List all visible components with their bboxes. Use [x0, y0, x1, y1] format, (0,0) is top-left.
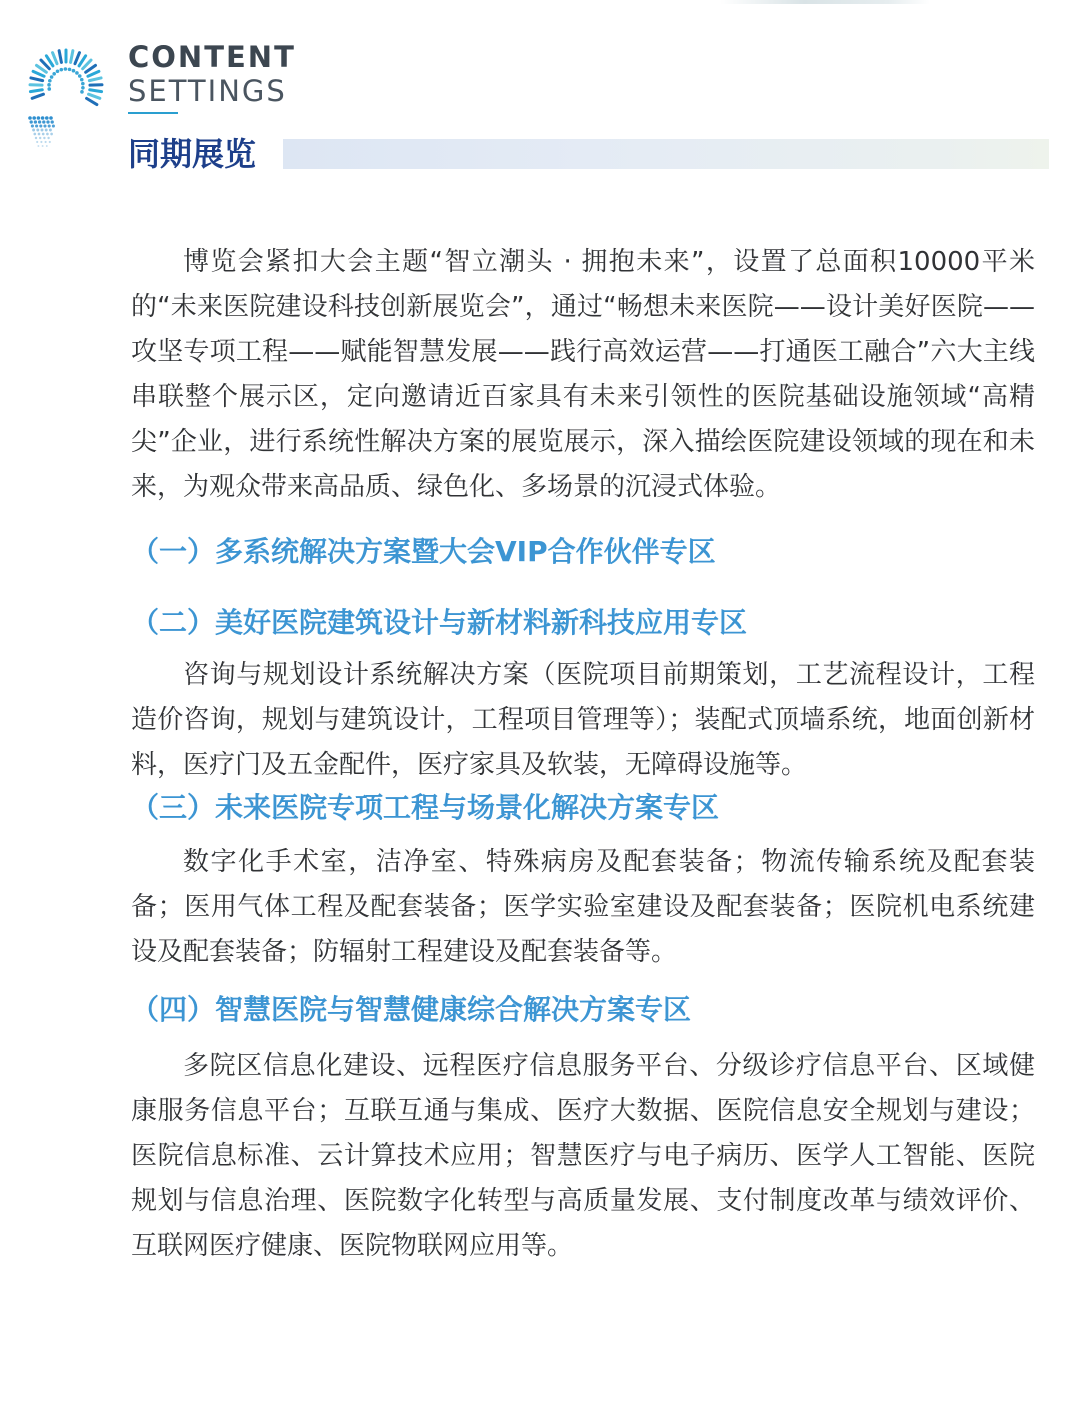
title-gradient-bar: [283, 139, 1049, 169]
brand-title-settings: SETTINGS: [128, 74, 287, 108]
article-body: [131, 240, 1035, 1269]
page-title: 同期展览: [128, 135, 257, 173]
brand-block: [128, 40, 328, 114]
zone-heading-4: （四）智慧医院与智慧健康综合解决方案专区: [131, 993, 692, 1026]
zone-body-4: 多院区信息化建设、远程医疗信息服务平台、分级诊疗信息平台、区域健康服务信息平台；互联互通与集成、医疗大数据、医院信息安全规划与建设；医院信息标准、云计算技术应用；智慧医疗与电子病历、医学人工智能、医院规划与信息治理、医院数字化转型与高质量发展、支付制度改革与绩效评价、互联网医疗健康、医院物联网应用等。: [131, 1051, 1035, 1261]
radial-dots-logo-icon: [22, 40, 104, 152]
top-decoration: [720, 0, 930, 4]
brand-underline: [128, 112, 178, 114]
zone-body-3: 数字化手术室，洁净室、特殊病房及配套装备；物流传输系统及配套装备；医用气体工程及配套装备；医学实验室建设及配套装备；医院机电系统建设及配套装备；防辐射工程建设及配套装备等。: [131, 847, 1035, 967]
zone-heading-3: （三）未来医院专项工程与场景化解决方案专区: [131, 791, 720, 824]
brand-title-content: CONTENT: [128, 40, 296, 74]
zone-heading-2: （二）美好医院建筑设计与新材料新科技应用专区: [131, 606, 748, 639]
zone-body-2: 咨询与规划设计系统解决方案（医院项目前期策划，工艺流程设计，工程造价咨询，规划与建筑设计，工程项目管理等）；装配式顶墙系统，地面创新材料，医疗门及五金配件，医疗家具及软装，无障碍设施等。: [131, 660, 1035, 780]
intro-paragraph: 博览会紧扣大会主题“智立潮头 · 拥抱未来”，设置了总面积10000平米的“未来医院建设科技创新展览会”，通过“畅想未来医院——设计美好医院——攻坚专项工程——赋能智慧发展——践行高效运营——打通医工融合”六大主线串联整个展示区，定向邀请近百家具有未来引领性的医院基础设施领域“高精尖”企业，进行系统性解决方案的展览展示，深入描绘医院建设领域的现在和未来，为观众带来高品质、绿色化、多场景的沉浸式体验。: [131, 247, 1035, 502]
zone-heading-1: （一）多系统解决方案暨大会VIP合作伙伴专区: [131, 535, 716, 568]
